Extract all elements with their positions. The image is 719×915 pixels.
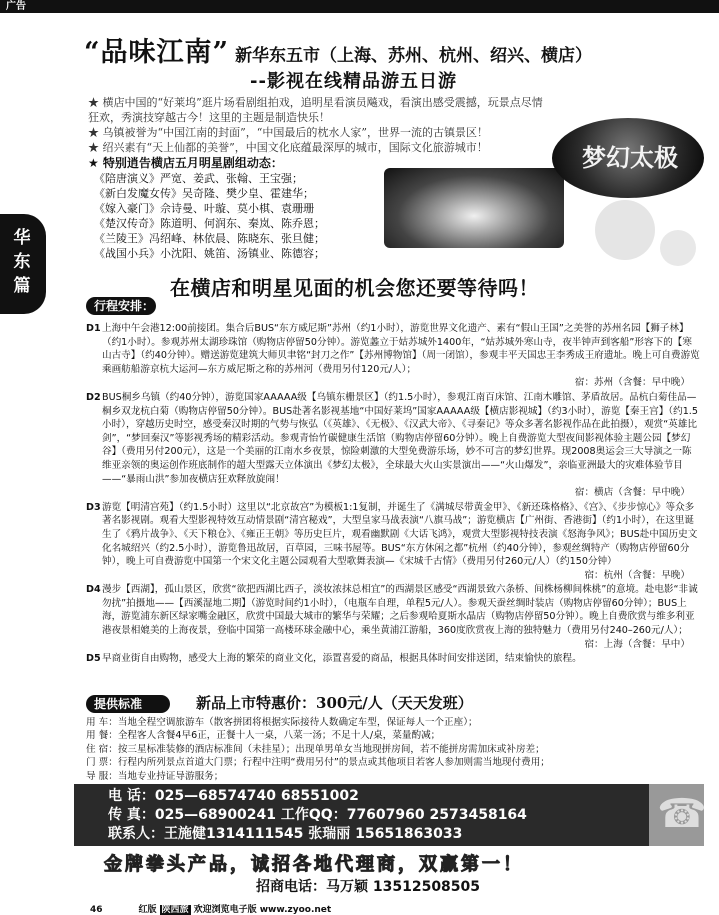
footer-logo: 陕西旅 (161, 905, 189, 915)
subheadline: --影视在线精品游五日游 (250, 71, 457, 92)
contact-phone: 电 话：025—68574740 68551002 (108, 788, 359, 804)
intro-line: ★ 乌镇被誉为“中国江南的封面”，“中国最后的枕水人家”，世界一流的古镇景区！ (88, 126, 488, 139)
poster-title: 梦幻太极 (582, 143, 678, 172)
decorative-circle (660, 230, 696, 266)
footer (90, 902, 331, 915)
day-text: 早商业街自由购物，感受大上海的繁荣的商业文化，添置喜爱的商品，根据具体时间安排送团，结束愉快的旅程。 (102, 653, 582, 665)
page-number: 46 (90, 905, 103, 915)
slogan: 金牌拳头产品，诚招各地代理商，双赢第一！ (104, 854, 524, 875)
show-poster-photo (552, 118, 704, 198)
price-headline: 新品上市特惠价：300元/人（天天发班） (196, 694, 473, 712)
itinerary-label: 行程安排： (86, 297, 156, 315)
day-text: 漫步【西湖】，孤山景区，欣赏“欲把西湖比西子，淡妆浓抹总相宜”的西湖景区感受“西湖景致六条桥、间株杨柳间株桃”的意境。赴电影“非诚勿扰”拍摄地——【西溪湿地二期】（游览时间约1小时），（电瓶车自理，单程5元/人）。参观天蚕丝绸时装店（购物店停留60分钟）；BUS上海，游览浦东新区绿家嘴金融区，欣赏中国最大城市的繁华与荣耀；之后参观哈夏斯水晶店（购物店停留50分钟）。晚上自费欣赏与维多利亚港夜景相媲美的上海夜景，登临中国第一高楼环球金融中心，乘坐黄浦江游船，360度欣赏夜上海的独特魅力（费用另付240–260元/人）； (102, 584, 698, 637)
headline-brand: “品味江南” (84, 37, 230, 68)
standards-list (86, 716, 700, 783)
day-label: D1 (86, 323, 101, 334)
featured-show: 《兰陵王》冯绍峰、林依晨、陈晓东、张旦健； (94, 232, 325, 245)
header-bar (0, 0, 719, 13)
day-text: BUS桐乡乌镇（约40分钟），游览国家AAAAA级【乌镇东栅景区】（约1.5小时），参观江南百床馆、江南木雕馆、茅盾故居。品杭白菊佳品—桐乡双龙杭白菊（购物店停留50分钟）。BUS赴著名影视基地“中国好莱坞”国家AAAAA级【横店影视城】（约3小时），游览【秦王宫】（约1.5小时），穿越历史时空，感受秦汉时期的气势与恢弘（《英雄》、《无极》、《汉武大帝》、《寻秦记》等众多著名影视作品在此拍摄），观赏“英雄比剑”，“梦回秦汉”等影视秀场的精彩活动。参观青怡竹碳健康生活馆（购物店停留60分钟）。晚上自费游览大型夜间影视体验主题公园【梦幻谷】（费用另付200元），这是一个美丽的江南水乡夜景，惊险刺激的大型免费游乐场，妙不可言的梦幻世界。现2008奥运会三大导演之一陈维亚亲领的奥运创作班底制作的超大型露天立体演出《梦幻太极》，全球最大火山实景演出——“火山爆发”，亲临亚洲最大的灾难体验节目——“暴雨山洪”参加夜横店狂欢释放旋闹！ (102, 391, 698, 485)
footer-text: 欢迎浏览电子版 www.zyoo.net (193, 905, 332, 915)
decorative-circle (595, 200, 655, 260)
itinerary-day (86, 391, 700, 500)
headline-cities: 新华东五市（上海、苏州、杭州、绍兴、横店） (235, 46, 593, 66)
standards-item: 住 宿：按三星标准装修的酒店标准间（未挂星）；出现单男单女当地现拼房间，若不能拼房需加床或补房差； (86, 743, 545, 755)
itinerary-day (86, 583, 700, 651)
standards-item: 导 服：当地专业持证导游服务； (86, 770, 224, 782)
contact-box (74, 784, 704, 846)
headline (84, 30, 592, 69)
day-label: D4 (86, 584, 101, 596)
day-stay: 宿：上海（含餐：早中） (584, 638, 690, 650)
region-side-tab (0, 214, 46, 314)
itinerary-day (86, 652, 700, 666)
day-stay: 宿：杭州（含餐：早晚） (584, 569, 690, 581)
day-text: 上海中午会港12:00前接团。集合后BUS“东方威尼斯”苏州（约1小时），游览世界文化遗产、素有“假山王国”之美誉的苏州名园【狮子林】（约1小时）。参观苏州太湖珍珠馆（购物店停留50分钟）。游览蠡立于姑苏城外1400年，“姑苏城外寒山寺，夜半钟声到客船”形容下的【寒山古寺】（约40分钟）。赠送游览建筑大师贝聿铭“封刀之作”【苏州博物馆】（周一闭馆），参观丰平天国忠王李秀成王府遗址。晚上可自费游览乘画舫船游京杭大运河—东方威尼斯之称的苏州河（费用另付120元/人）； (102, 323, 700, 375)
featured-show: 《陪唐演义》严宽、姜武、张翰、王宝强； (94, 172, 303, 185)
day-label: D5 (86, 653, 101, 665)
featured-show: 《新白发魔女传》吴奇隆、樊少皇、霍建华； (94, 187, 314, 200)
featured-show: 《战国小兵》小沈阳、姚笛、汤镇业、陈德容； (94, 247, 325, 260)
header-label: 广告 (6, 1, 26, 12)
banner-headline: 在横店和明星见面的机会您还要等待吗！ (170, 276, 539, 300)
featured-show: 《嫁入豪门》佘诗曼、叶璇、莫小棋、袁珊珊 (94, 202, 314, 215)
intro-line: ★ 绍兴素有“天上仙都的美誉”，中国文化底蕴最深厚的城市，国际文化旅游城市！ (88, 141, 488, 154)
region-side-tab-label: 华东篇 (13, 228, 31, 296)
day-stay: 宿：苏州（含餐：早中晚） (574, 377, 690, 389)
itinerary-days (86, 322, 700, 666)
day-text: 游览【明清宫苑】（约1.5小时）这里以“北京故宫”为模板1:1复制，并诞生了《满城尽带黄金甲》、《新还珠格格》、《宫》、《步步惊心》等众多著名影视剧。观看大型影视特效互动情景剧“清宫秘戏”，大型皇家马战表演“八旗马战”；游览横店【广州街、香港街】（约1小时），在这里诞生了《鸦片战争》、《天下粮仓》、《雍正王朝》等历史巨片，观看幽默剧《大话飞鸿》，观赏大型影视特技表演《怒海争风》；BUS赴中国历史文化名城绍兴（约2.5小时），游览鲁迅故居，百草园，三味书屋等。BUS“东方休闲之都”杭州（约40分钟），参观丝绸特产（购物店停留60分钟），晚上可自费游览中国第一个宋文化主题公园观看大型歌舞表演—《宋城千古情》（费用另付260元/人）（约150分钟） (102, 501, 698, 568)
day-label: D3 (86, 501, 101, 513)
itinerary-day (86, 322, 700, 390)
day-stay: 宿：横店（含餐：早中晚） (574, 487, 690, 499)
intro-line: ★ 横店中国的“好莱坞”逛片场看剧组拍戏，追明星看演员飚戏，看演出感受震撼，玩景点尽情 (88, 96, 543, 109)
footer-label: 红版 (138, 905, 157, 915)
intro-block (88, 95, 568, 261)
standards-label: 提供标准 (86, 695, 170, 713)
featured-title: ★ 特别逍告横店五月明星剧组动态： (88, 156, 283, 170)
telephone-icon (649, 784, 704, 846)
day-label: D2 (86, 391, 101, 403)
intro-line: 狂欢，秀演技穿越古今！这里的主题是制造快乐！ (88, 111, 330, 124)
standards-item: 用 餐：全程客人含餐4早6正，正餐十人一桌，八菜一汤；不足十人/桌，菜量酌减； (86, 730, 441, 742)
standards-item: 门 票：行程内所列景点首道大门票；行程中注明“费用另付”的景点或其他项目若客人参加则需当地现付费用； (86, 757, 550, 769)
contact-fax-qq: 传 真：025—68900241 工作QQ：77607960 2573458164 (108, 807, 527, 823)
contact-people: 联系人：王施健1314111545 张瑞丽 15651863033 (108, 826, 463, 842)
featured-show: 《楚汉传奇》陈道明、何润东、秦岚、陈乔恩； (94, 217, 325, 230)
standards-item: 用 车：当地全程空调旅游车（散客拼团将根据实际接待人数确定车型，保证每人一个正座）； (86, 717, 478, 728)
itinerary-day (86, 501, 700, 583)
hotline: 招商电话：马万颖 13512508505 (256, 879, 481, 895)
